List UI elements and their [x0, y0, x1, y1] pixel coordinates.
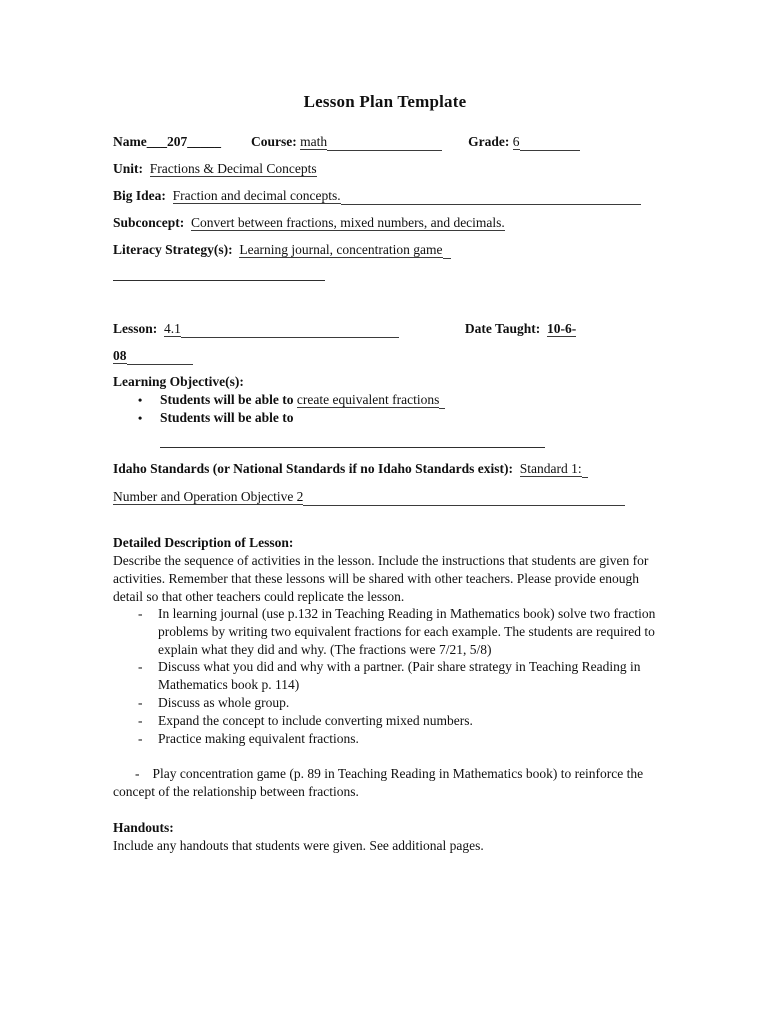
standards-blank-line[interactable]: [303, 490, 625, 506]
bullet-icon: •: [138, 393, 143, 407]
dash-marker: -: [138, 712, 143, 728]
name-course-grade-line: [113, 133, 661, 151]
standards-label: Idaho Standards (or National Standards if no Idaho Standards exist):: [113, 461, 513, 476]
literacy-label: Literacy Strategy(s):: [113, 242, 233, 257]
unit-label: Unit:: [113, 161, 143, 176]
handouts-heading: Handouts:: [113, 820, 174, 835]
big-idea-value[interactable]: Fraction and decimal concepts.: [172, 188, 341, 203]
literacy-blank-line[interactable]: [443, 243, 451, 259]
date-wrap-line: [113, 347, 661, 365]
step-text: Expand the concept to include converting mixed numbers.: [158, 712, 473, 728]
literacy-value[interactable]: Learning journal, concentration game: [239, 242, 443, 257]
page-title: Lesson Plan Template: [303, 92, 467, 111]
step-item: [113, 694, 661, 712]
objective-text: [160, 409, 294, 427]
unit-line: [113, 160, 661, 178]
dash-marker: -: [138, 659, 143, 675]
literacy-strategy-line: [113, 241, 661, 259]
big-idea-label: Big Idea:: [113, 188, 166, 203]
big-idea-line: [113, 187, 661, 205]
course-label: Course:: [251, 134, 297, 149]
standards-value-part1[interactable]: Standard 1:: [519, 461, 582, 476]
standards-line-2: [113, 488, 661, 506]
step-item: [113, 712, 661, 730]
bullet-icon: •: [138, 411, 143, 425]
lesson-value[interactable]: 4.1: [164, 321, 181, 336]
standards-value-part2[interactable]: Number and Operation Objective 2: [113, 489, 304, 504]
step-item: [113, 605, 661, 658]
date-taught-value-part1[interactable]: 10-6-: [547, 321, 577, 336]
date-blank-line[interactable]: [127, 349, 193, 365]
objective-item: [138, 391, 661, 409]
date-taught-value-part2[interactable]: 08: [113, 348, 127, 363]
grade-label: Grade:: [468, 134, 510, 149]
step-text: Practice making equivalent fractions.: [158, 730, 359, 746]
subconcept-line: [113, 214, 661, 232]
subconcept-label: Subconcept:: [113, 215, 185, 230]
description-intro: Describe the sequence of activities in the lesson. Include the instructions that students are given for activities. Remember that these lessons will be shared with other teachers. Please provide enough detail so that other teachers could replicate the lesson.: [113, 553, 649, 604]
step-text: Discuss what you did and why with a partner. (Pair share strategy in Teaching Reading in Mathematics book p. 114): [158, 659, 641, 693]
standards-fill-1[interactable]: [582, 462, 588, 478]
course-value[interactable]: math: [300, 134, 328, 149]
blank-underline[interactable]: [113, 280, 325, 281]
objective-item: [138, 409, 661, 427]
objective-prefix: Students will be able to: [160, 392, 294, 407]
objective-value[interactable]: create equivalent fractions: [296, 392, 440, 407]
standards-line-1: [113, 460, 661, 478]
handouts-body: Include any handouts that students were given. See additional pages.: [113, 838, 484, 853]
dash-marker: -: [138, 606, 143, 621]
final-step-text: Play concentration game (p. 89 in Teaching Reading in Mathematics book) to reinforce the concept of the relationship between fractions.: [113, 766, 644, 799]
name-value[interactable]: ___207_____: [146, 134, 221, 149]
step-text: Discuss as whole group.: [158, 694, 290, 710]
dash-marker: -: [135, 766, 140, 781]
grade-value[interactable]: 6: [512, 134, 520, 149]
learning-objectives-heading: Learning Objective(s):: [113, 374, 244, 389]
steps-list: [113, 605, 661, 747]
step-text: In learning journal (use p.132 in Teaching Reading in Mathematics book) solve two fraction problems by writing two equivalent fractions for each example. The students are required to explain what they did and why. (The fractions were 7/21, 5/8): [158, 606, 656, 657]
name-label: Name: [113, 134, 147, 149]
course-blank-line[interactable]: [327, 135, 442, 151]
lesson-blank-line[interactable]: [181, 322, 399, 338]
final-step: [113, 765, 661, 801]
subconcept-value[interactable]: Convert between fractions, mixed numbers, and decimals.: [191, 215, 505, 230]
dash-marker: -: [138, 730, 143, 746]
unit-value[interactable]: Fractions & Decimal Concepts: [149, 161, 317, 176]
grade-blank-line[interactable]: [520, 135, 580, 151]
lesson-label: Lesson:: [113, 321, 158, 336]
date-taught-label: Date Taught:: [464, 321, 541, 336]
step-item: [113, 730, 661, 748]
dash-marker: -: [138, 694, 143, 710]
objective-prefix: Students will be able to: [160, 410, 294, 425]
objective-text: [160, 391, 445, 409]
objective-blank-underline[interactable]: [160, 447, 545, 448]
lesson-date-line: [113, 320, 661, 338]
big-idea-blank-line[interactable]: [341, 189, 641, 205]
objectives-list: [113, 391, 661, 427]
objective-fill[interactable]: [439, 393, 445, 409]
step-item: [113, 658, 661, 694]
description-heading: Detailed Description of Lesson:: [113, 535, 294, 550]
